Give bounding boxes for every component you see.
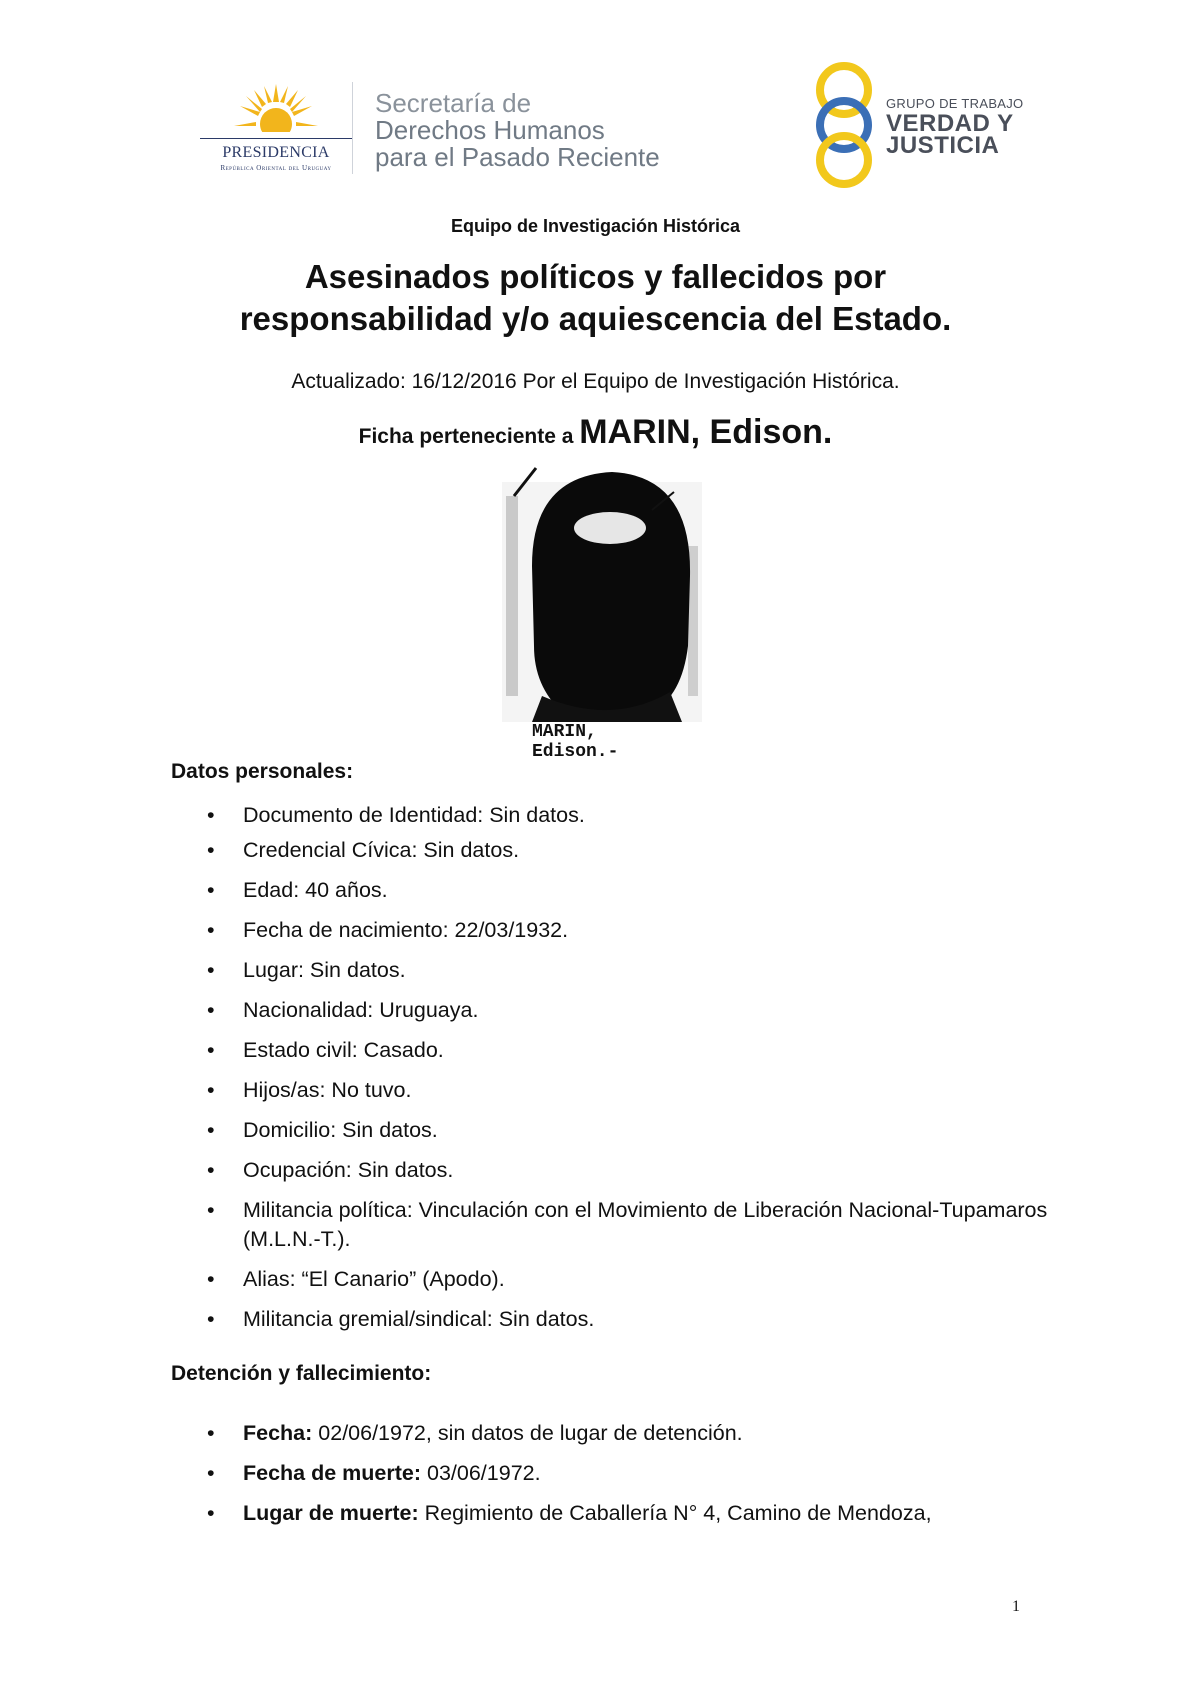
detention-list: [171, 1419, 1051, 1528]
list-item: • Militancia gremial/sindical: Sin datos.: [171, 1305, 1051, 1334]
grupo-trabajo-logo: [812, 60, 1032, 190]
secretaria-line3: para el Pasado Reciente: [375, 142, 660, 172]
title-line1: Asesinados políticos y fallecidos por: [304, 258, 887, 295]
bullet-icon: •: [207, 1038, 215, 1062]
bullet-icon: •: [207, 838, 215, 862]
detention-heading: Detención y fallecimiento:: [171, 1362, 432, 1385]
bullet-icon: •: [207, 918, 215, 942]
photo-caption-line2: Edison.-: [532, 742, 619, 759]
ficha-line: [0, 413, 1191, 452]
bullet-icon: •: [207, 1118, 215, 1142]
bullet-icon: •: [207, 1421, 215, 1445]
document-title: [0, 256, 1191, 340]
bullet-icon: •: [207, 803, 215, 827]
header-divider: [352, 82, 353, 174]
bullet-icon: •: [207, 998, 215, 1022]
secretaria-logo: [375, 90, 660, 171]
portrait-photo: [502, 466, 702, 759]
list-item: • Edad: 40 años.: [171, 876, 1051, 905]
ficha-name: MARIN, Edison.: [579, 413, 833, 451]
list-item: • Domicilio: Sin datos.: [171, 1116, 1051, 1145]
list-item: • Estado civil: Casado.: [171, 1036, 1051, 1065]
personal-data-heading: Datos personales:: [171, 760, 354, 783]
bullet-icon: •: [207, 1461, 215, 1485]
bullet-icon: •: [207, 878, 215, 902]
ficha-prefix: Ficha perteneciente a: [358, 425, 580, 448]
title-line2: responsabilidad y/o aquiescencia del Estado.: [239, 300, 952, 337]
list-item: • Fecha de muerte: 03/06/1972.: [171, 1459, 1051, 1488]
bullet-icon: •: [207, 1158, 215, 1182]
presidencia-name: PRESIDENCIA: [222, 144, 330, 161]
sun-icon: [232, 80, 320, 136]
presidencia-subtitle: República Oriental del Uruguay: [220, 164, 332, 172]
photo-caption-line1: MARIN,: [532, 722, 597, 742]
page-number: 1: [1012, 1598, 1020, 1615]
list-item: • Alias: “El Canario” (Apodo).: [171, 1265, 1051, 1294]
list-item: • Fecha: 02/06/1972, sin datos de lugar de detención.: [171, 1419, 1051, 1448]
list-item: • Nacionalidad: Uruguaya.: [171, 996, 1051, 1025]
team-heading: Equipo de Investigación Histórica: [450, 216, 741, 236]
bullet-icon: •: [207, 1501, 215, 1525]
list-item: • Documento de Identidad: Sin datos.: [171, 801, 1051, 830]
updated-line: Actualizado: 16/12/2016 Por el Equipo de Investigación Histórica.: [291, 370, 900, 393]
gtvj-line1: GRUPO DE TRABAJO: [886, 96, 1024, 111]
personal-data-list: [171, 801, 1051, 1334]
list-item: • Lugar de muerte: Regimiento de Caballería N° 4, Camino de Mendoza,: [171, 1499, 1051, 1528]
bullet-icon: •: [207, 958, 215, 982]
presidencia-logo: [196, 80, 356, 180]
bullet-icon: •: [207, 1078, 215, 1102]
secretaria-line1: Secretaría de: [375, 88, 532, 118]
list-item: • Hijos/as: No tuvo.: [171, 1076, 1051, 1105]
list-item: • Fecha de nacimiento: 22/03/1932.: [171, 916, 1051, 945]
gtvj-line3: JUSTICIA: [886, 132, 1000, 159]
list-item: • Credencial Cívica: Sin datos.: [171, 836, 1051, 865]
bullet-icon: •: [207, 1307, 215, 1331]
gtvj-line2: VERDAD Y: [886, 110, 1014, 137]
bullet-icon: •: [207, 1198, 215, 1222]
list-item: • Lugar: Sin datos.: [171, 956, 1051, 985]
list-item: • Militancia política: Vinculación con el Movimiento de Liberación Nacional-Tupamaros (M.L.N.-T.).: [207, 1198, 1048, 1251]
rings-icon: [812, 60, 882, 190]
secretaria-line2: Derechos Humanos: [375, 115, 605, 145]
bullet-icon: •: [207, 1267, 215, 1291]
list-item: • Ocupación: Sin datos.: [171, 1156, 1051, 1185]
